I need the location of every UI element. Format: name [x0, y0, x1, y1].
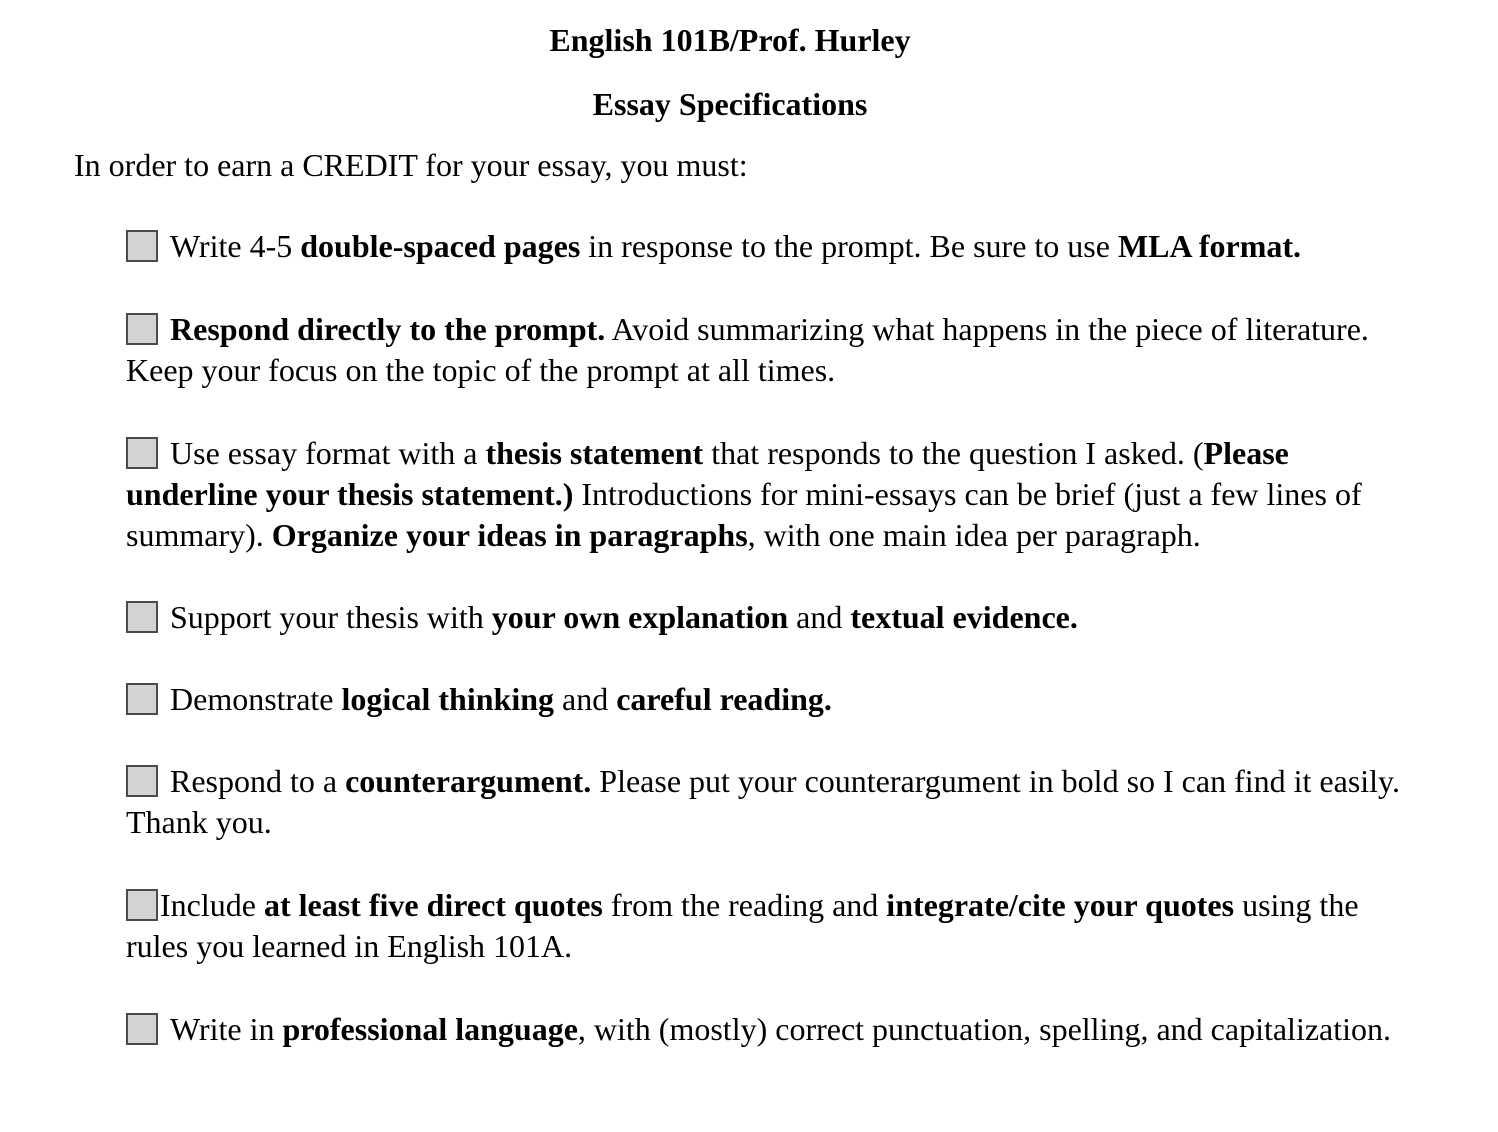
item-text-bold: Organize your ideas in paragraphs	[271, 517, 748, 553]
intro-text: In order to earn a CREDIT for your essay, you must:	[74, 147, 748, 183]
requirement-item-logical-thinking	[126, 679, 1416, 720]
item-text-segment: , with (mostly) correct punctuation, spelling, and capitalization.	[577, 1011, 1392, 1047]
item-text-bold: counterargument.	[345, 763, 592, 799]
item-text-segment: in response to the prompt. Be sure to use	[580, 228, 1118, 264]
item-text-segment: Include	[160, 887, 264, 923]
item-text-bold: at least five direct quotes	[263, 887, 603, 923]
item-text-segment: Use essay format with a	[170, 435, 486, 471]
item-text-bold: your own explanation	[491, 599, 789, 635]
item-text-segment: , with one main idea per paragraph.	[747, 517, 1201, 553]
item-text-segment: and	[788, 599, 851, 635]
checkbox[interactable]	[126, 230, 158, 262]
item-text-segment: Write in	[170, 1011, 283, 1047]
checkbox[interactable]	[126, 437, 158, 469]
requirement-item-support-thesis	[126, 597, 1416, 638]
item-text-bold: logical thinking	[341, 681, 554, 717]
item-text-bold: double-spaced pages	[300, 228, 581, 264]
checkbox[interactable]	[126, 1013, 158, 1045]
requirement-item-respond-to-prompt	[126, 309, 1416, 391]
item-text-segment: Demonstrate	[170, 681, 342, 717]
checkbox[interactable]	[126, 683, 158, 715]
checkbox[interactable]	[126, 765, 158, 797]
item-text-segment: and	[554, 681, 617, 717]
item-text-segment: Please put your counterargument in bold so I can find it easily. Thank you.	[126, 763, 1400, 840]
item-text-bold: integrate/cite your quotes	[886, 887, 1235, 923]
item-text-segment: Introductions for mini-essays can be brief (just a few lines of summary).	[126, 476, 1362, 553]
document-title: Essay Specifications	[592, 86, 868, 122]
item-text-segment: Respond to a	[170, 763, 346, 799]
item-text-bold: Please underline your thesis statement.)	[126, 435, 1289, 512]
requirement-item-page-length	[126, 226, 1416, 267]
requirement-item-essay-format	[126, 433, 1416, 556]
course-title: English 101B/Prof. Hurley	[549, 22, 911, 58]
checkbox[interactable]	[126, 313, 158, 345]
item-text-segment: using the rules you learned in English 101A.	[126, 887, 1359, 964]
item-text-segment: Support your thesis with	[170, 599, 492, 635]
item-text-bold: MLA format.	[1117, 228, 1302, 264]
item-text-bold: professional language	[282, 1011, 578, 1047]
item-text-segment: Avoid summarizing what happens in the piece of literature. Keep your focus on the topic of the prompt at all times.	[126, 311, 1369, 388]
item-text-segment: Write 4-5	[170, 228, 301, 264]
item-text-bold: textual evidence.	[850, 599, 1078, 635]
requirement-item-counterargument	[126, 761, 1416, 843]
checkbox[interactable]	[126, 601, 158, 633]
item-text-bold: thesis statement	[485, 435, 704, 471]
checkbox[interactable]	[126, 889, 158, 921]
requirement-item-direct-quotes	[126, 885, 1416, 967]
item-text-segment: from the reading and	[602, 887, 887, 923]
item-text-bold: Respond directly to the prompt.	[170, 311, 606, 347]
item-text-bold: careful reading.	[616, 681, 832, 717]
requirement-item-professional-language	[126, 1009, 1416, 1050]
item-text-segment: that responds to the question I asked. (	[703, 435, 1204, 471]
